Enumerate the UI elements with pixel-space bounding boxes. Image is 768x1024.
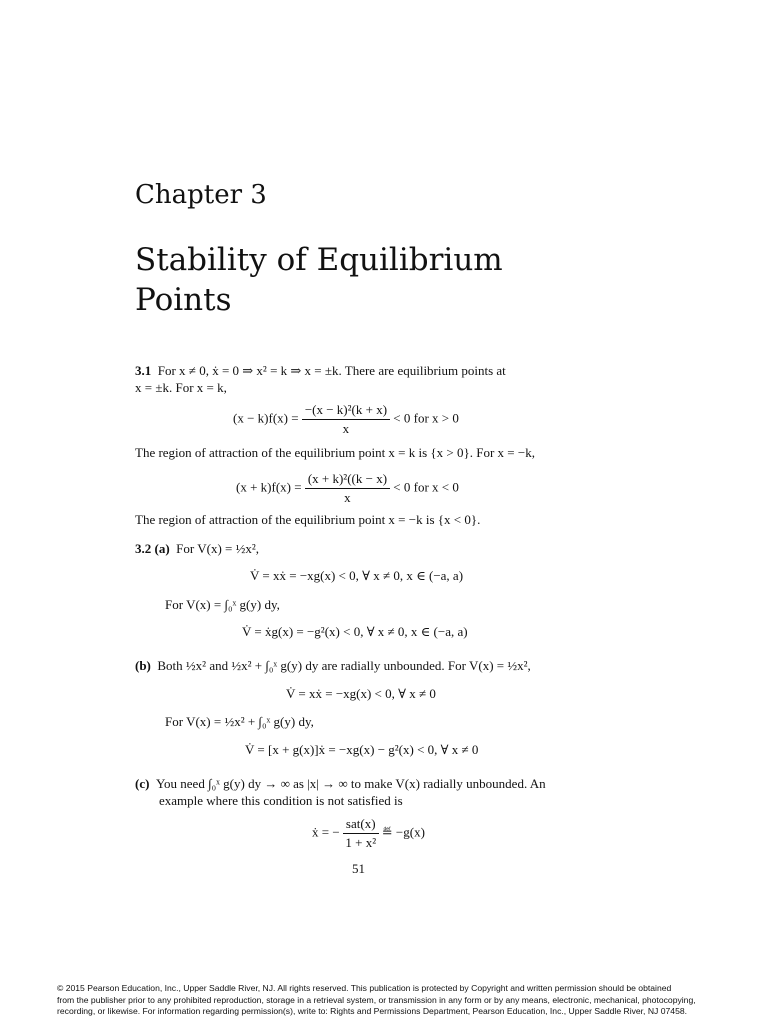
eq2-lhs: (x + k)f(x) = [236, 479, 302, 495]
eq2-rhs: < 0 for x < 0 [393, 479, 459, 495]
eq1-denominator: x [342, 421, 350, 436]
ceq-denominator: 1 + x² [345, 835, 377, 850]
footer-line3: recording, or likewise. For information regarding permission(s), write to: Rights and Permissions Department, Pearson Education, Inc., Upper Saddle River, NJ 07458. [57, 1006, 688, 1016]
copyright-footer [57, 983, 717, 1018]
chapter-title-line1: Stability of Equilibrium [135, 242, 503, 278]
part-b-label: (b) [135, 658, 151, 673]
p32a-line1: For V(x) = ½x², [176, 541, 260, 556]
p32b-line2: For V(x) = ½x² + ∫₀ˣ g(y) dy, [165, 714, 314, 729]
p31-line1: For x ≠ 0, ẋ = 0 ⇒ x² = k ⇒ x = ±k. There are equilibrium points at [157, 363, 506, 378]
eq1-lhs: (x − k)f(x) = [233, 410, 299, 426]
part-a-label: (a) [154, 541, 170, 556]
ceq-fraction [343, 816, 379, 851]
eq2-numerator: (x + k)²((k − x) [305, 471, 390, 489]
problem-3-2-a [135, 540, 259, 557]
problem-3-1 [135, 362, 605, 396]
p31-line3: The region of attraction of the equilibrium point x = k is {x > 0}. For x = −k, [135, 445, 535, 460]
p31-line2: x = ±k. For x = k, [135, 380, 227, 395]
p32c-line1: You need ∫₀ˣ g(y) dy → ∞ as |x| → ∞ to make V(x) radially unbounded. An [155, 776, 546, 791]
footer-line2: from the publisher prior to any prohibited reproduction, storage in a retrieval system, or transmission in any form or by any means, electronic, mechanical, photocopying, [57, 994, 696, 1005]
chapter-label: Chapter 3 [135, 180, 267, 210]
p32a-equation-1: V̇ = xẋ = −xg(x) < 0, ∀ x ≠ 0, x ∈ (−a, a) [250, 568, 464, 583]
eq1-numerator: −(x − k)²(k + x) [302, 402, 390, 420]
p32c-line2: example where this condition is not satisfied is [159, 793, 403, 808]
problem-3-2-c [135, 775, 605, 809]
p32b-equation-2: V̇ = [x + g(x)]ẋ = −xg(x) − g²(x) < 0, ∀ x ≠ 0 [245, 742, 479, 757]
p32a-equation-2: V̇ = ẋg(x) = −g²(x) < 0, ∀ x ≠ 0, x ∈ (−a, a) [242, 624, 468, 639]
page-number: 51 [352, 861, 365, 876]
eq2-denominator: x [344, 490, 351, 505]
eq1-fraction [302, 402, 390, 437]
ceq-lhs: ẋ = − [312, 824, 340, 840]
p32b-equation-1: V̇ = xẋ = −xg(x) < 0, ∀ x ≠ 0 [286, 686, 436, 701]
equation-2 [236, 471, 459, 506]
p31-line4: The region of attraction of the equilibrium point x = −k is {x < 0}. [135, 512, 481, 527]
eq2-fraction [305, 471, 390, 506]
problem-number: 3.1 [135, 363, 152, 378]
chapter-title-line2: Points [135, 282, 232, 318]
problem-3-2-b [135, 657, 605, 674]
footer-line1: © 2015 Pearson Education, Inc., Upper Saddle River, NJ. All rights reserved. This publication is protected by Copyright and written permission should be obtained [57, 983, 672, 993]
part-c-label: (c) [135, 776, 150, 791]
p32c-equation [312, 816, 425, 851]
equation-1 [233, 402, 459, 437]
ceq-rhs: ≝ −g(x) [381, 824, 425, 840]
chapter-title [135, 240, 655, 320]
p32b-line1: Both ½x² and ½x² + ∫₀ˣ g(y) dy are radially unbounded. For V(x) = ½x², [157, 658, 531, 673]
ceq-numerator: sat(x) [343, 816, 379, 834]
eq1-rhs: < 0 for x > 0 [393, 410, 459, 426]
problem-number: 3.2 [135, 541, 152, 556]
p32a-line2: For V(x) = ∫₀ˣ g(y) dy, [165, 597, 280, 612]
